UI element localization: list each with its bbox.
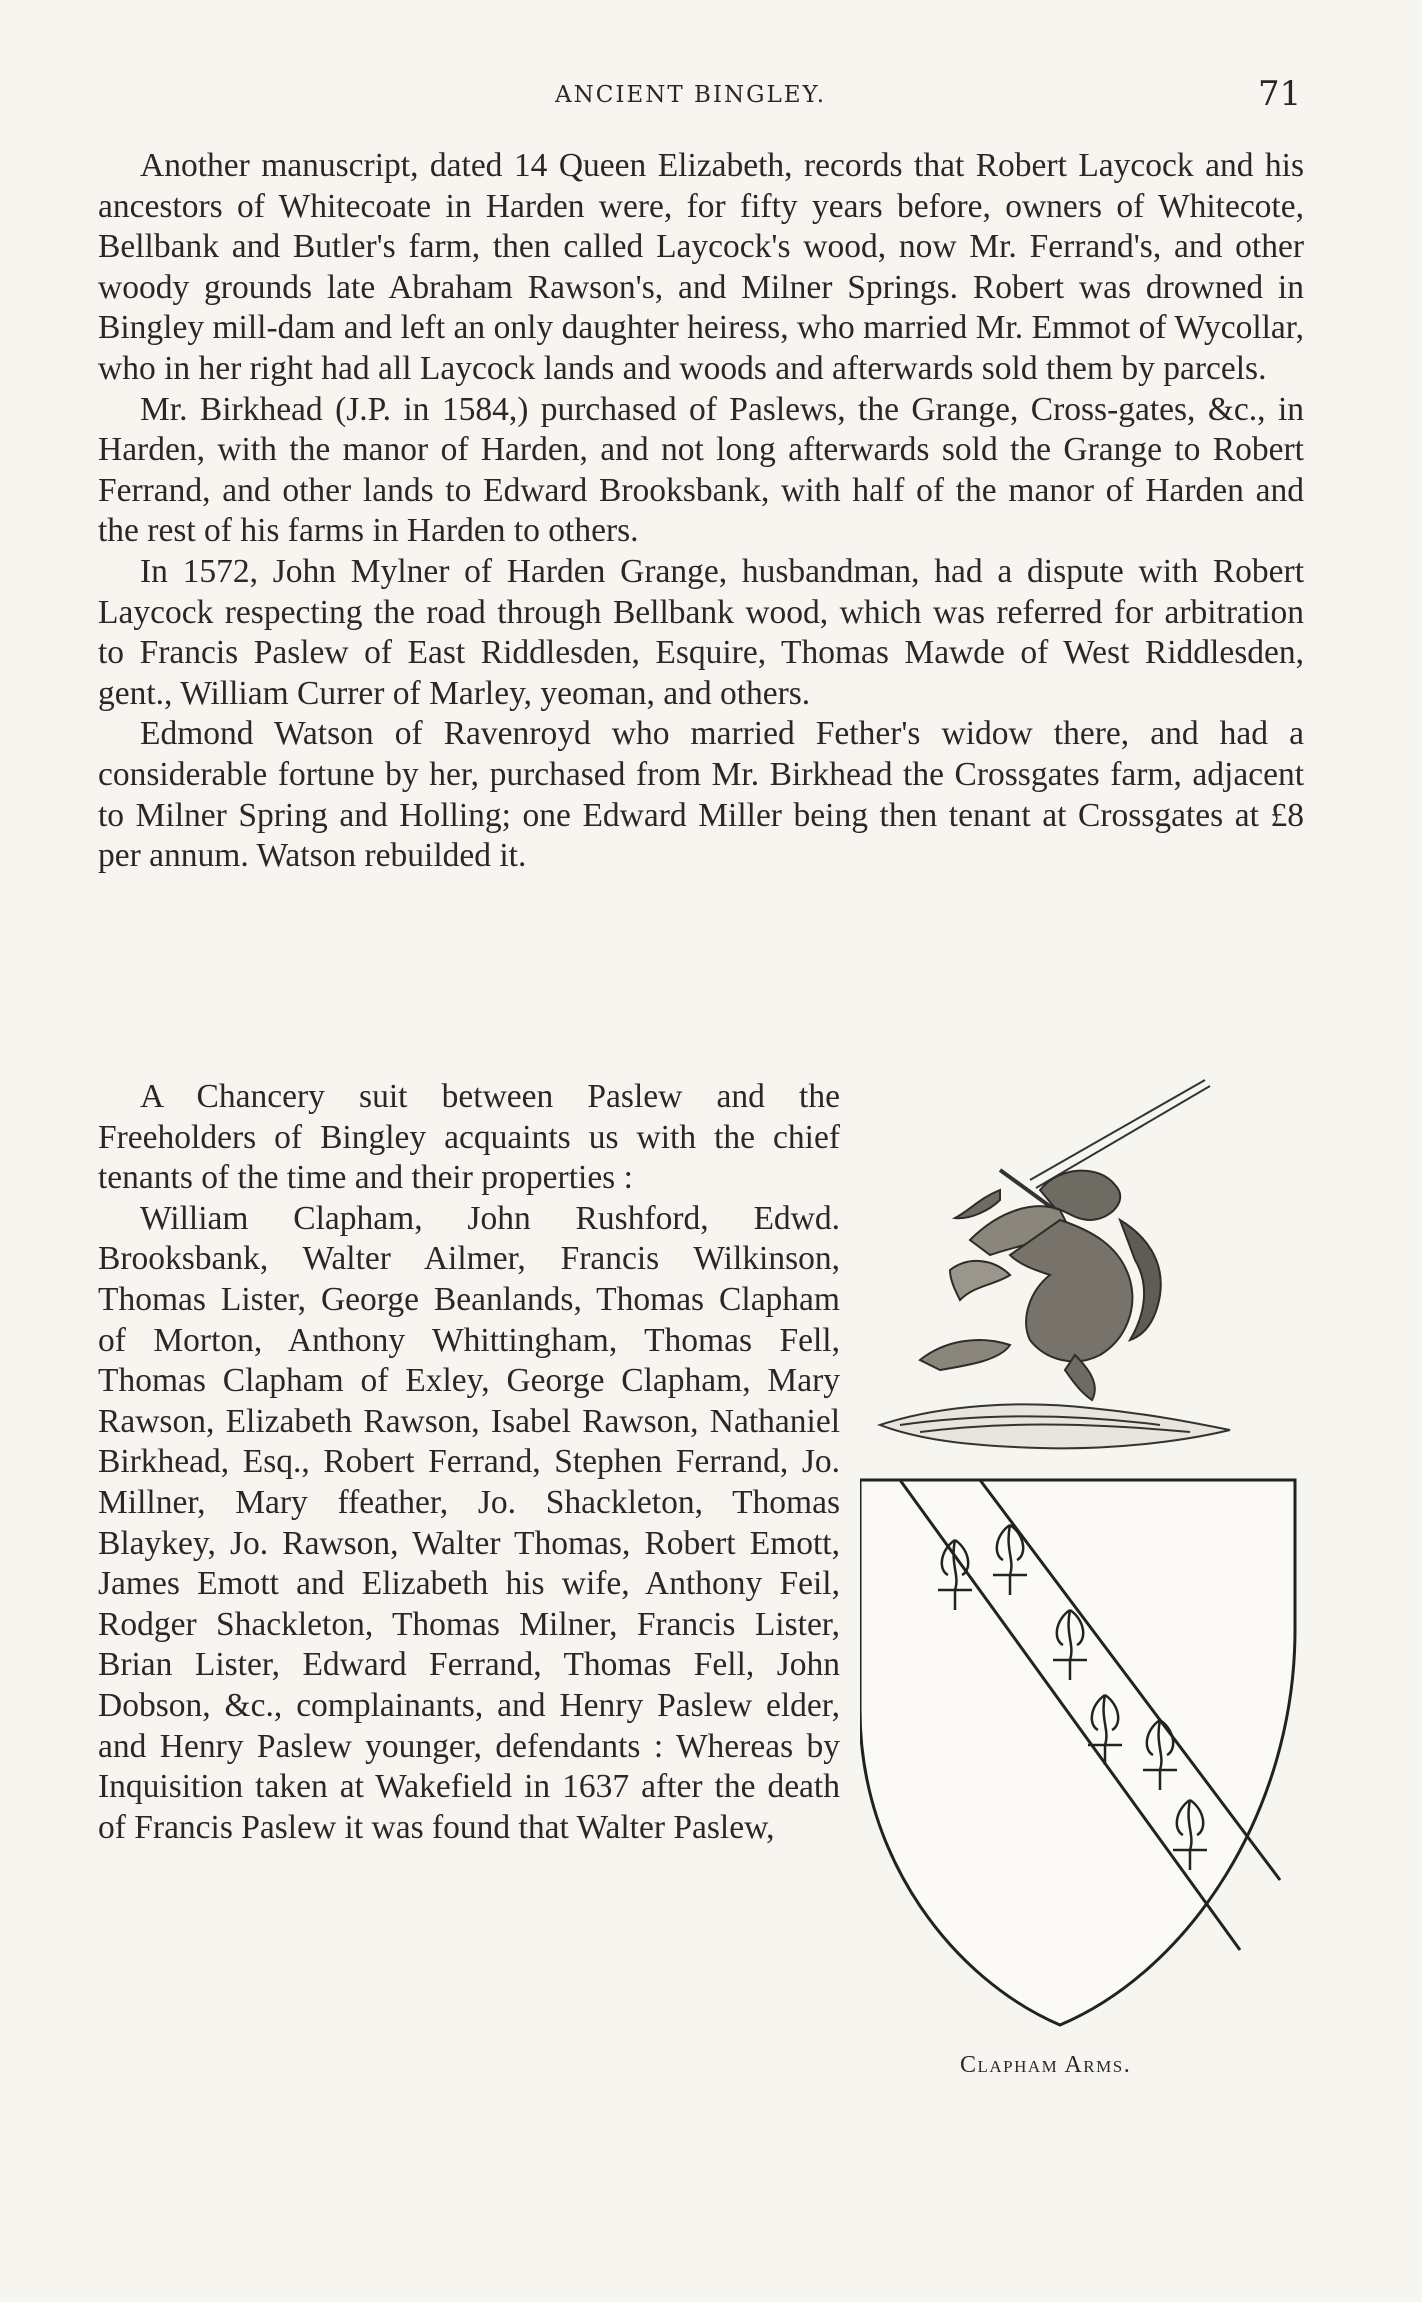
paragraph-manuscript: Another manuscript, dated 14 Queen Elizabeth, records that Robert Laycock and his ancestors of Whitecoate in Harden were, for fifty years before, owners of Whitecote, Bellbank and Butler's farm, then called Laycock's wood, now Mr. Ferrand's, and other woody grounds late Abraham Rawson's, and Milner Springs. Robert was drowned in Bingley mill-dam and left an only daughter heiress, who married Mr. Emmot of Wycollar, who in her right had all Laycock lands and woods and afterwards sold them by parcels. xyxy=(98,147,1304,387)
wrapped-text xyxy=(98,1077,840,1848)
running-head xyxy=(0,74,1422,114)
body-text xyxy=(98,146,1304,877)
page-number: 71 xyxy=(1258,74,1302,114)
shield xyxy=(860,1480,1295,2025)
coat-of-arms-illustration xyxy=(860,1070,1300,2050)
paragraph-watson: Edmond Watson of Ravenroyd who married Fether's widow there, and had a considerable fortune by her, purchased from Mr. Birkhead the Crossgates farm, adjacent to Milner Spring and Holling; one Edward Miller being then tenant at Crossgates at £8 per annum. Watson rebuilded it. xyxy=(98,715,1304,875)
paragraph-mylner-dispute: In 1572, John Mylner of Harden Grange, husbandman, had a dispute with Robert Laycock respecting the road through Bellbank wood, which was referred for arbitration to Francis Paslew of East Riddlesden, Esquire, Thomas Mawde of West Riddlesden, gent., William Currer of Marley, yeoman, and others. xyxy=(98,552,1304,712)
paragraph-chancery-suit: A Chancery suit between Paslew and the Freeholders of Bingley acquaints us with the chief tenants of the time and their properties : xyxy=(98,1078,840,1197)
paragraph-tenant-list: William Clapham, John Rushford, Edwd. Brooksbank, Walter Ailmer, Francis Wilkinson, Thomas Lister, George Beanlands, Thomas Clapham of Morton, Anthony Whittingham, Thomas Fell, Thomas Clapham of Exley, George Clapham, Mary Rawson, Elizabeth Rawson, Isabel Rawson, Nathaniel Birkhead, Esq., Robert Ferrand, Stephen Ferrand, Jo. Millner, Mary ffeather, Jo. Shackleton, Thomas Blaykey, Jo. Rawson, Walter Thomas, Robert Emott, James Emott and Elizabeth his wife, Anthony Feil, Rodger Shackleton, Thomas Milner, Francis Lister, Brian Lister, Edward Ferrand, Thomas Fell, John Dobson, &c., complainants, and Henry Paslew elder, and Henry Paslew younger, defendants : Whereas by Inquisition taken at Wakefield in 1637 after the death of Francis Paslew it was found that Walter Paslew, xyxy=(98,1199,840,1846)
figure-caption: Clapham Arms. xyxy=(960,2052,1132,2078)
crest-griffin xyxy=(920,1171,1161,1400)
paragraph-birkhead: Mr. Birkhead (J.P. in 1584,) purchased of Paslews, the Grange, Cross-gates, &c., in Harden, with the manor of Harden, and not long afterwards sold the Grange to Robert Ferrand, and other lands to Edward Brooksbank, with half of the manor of Harden and the rest of his farms in Harden to others. xyxy=(98,390,1304,550)
running-title: ANCIENT BINGLEY. xyxy=(555,82,827,108)
crest-wreath xyxy=(880,1404,1230,1448)
clapham-arms-figure xyxy=(860,1070,1300,2100)
